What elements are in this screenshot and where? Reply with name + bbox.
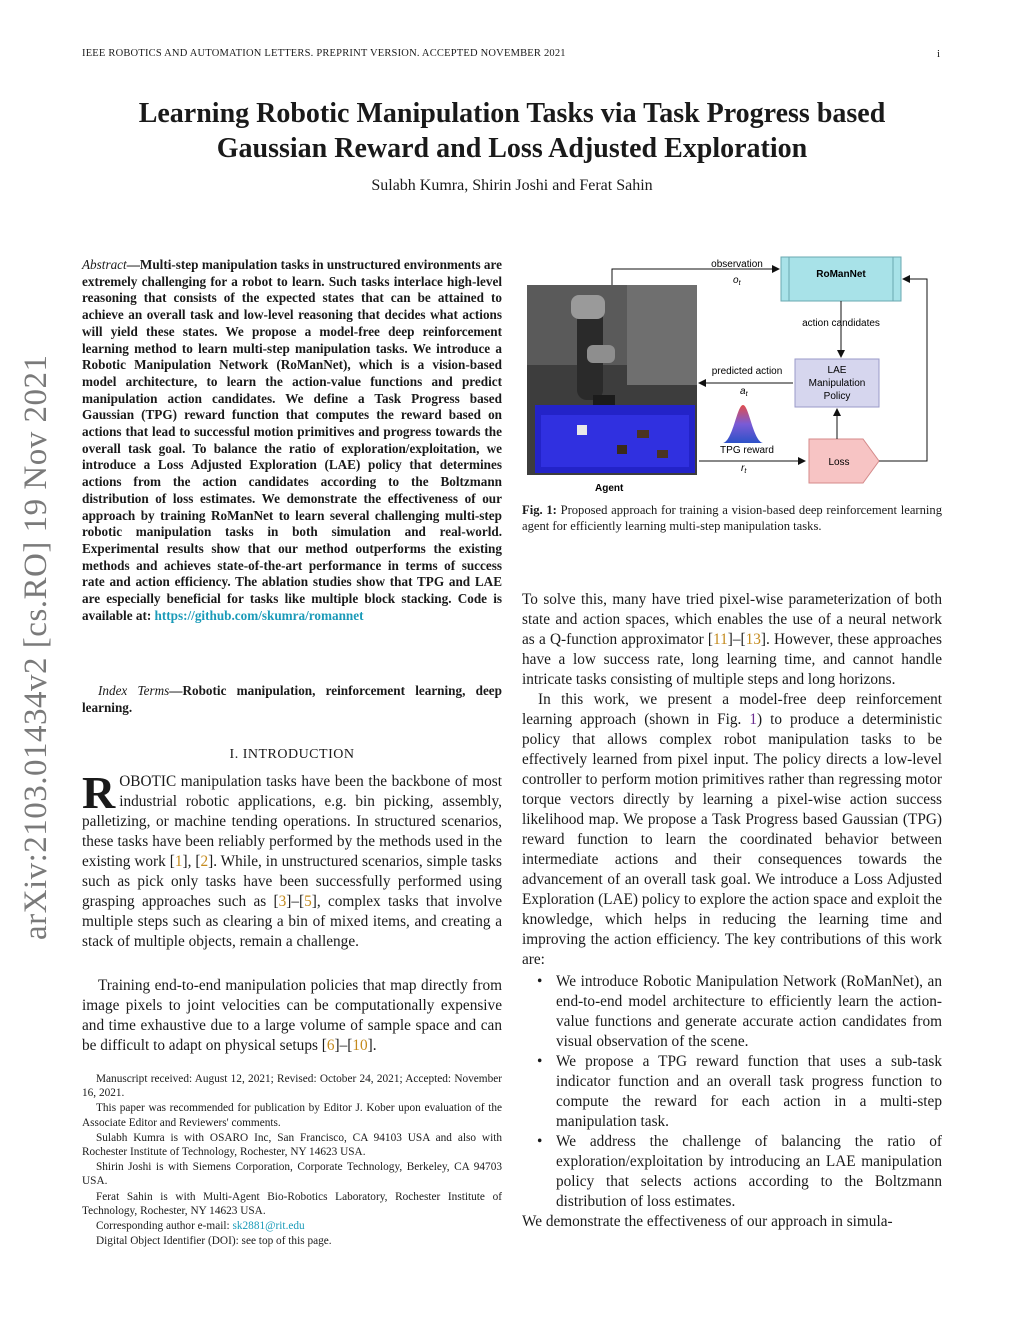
- agent-label: Agent: [595, 483, 624, 494]
- loss-label: Loss: [828, 457, 850, 468]
- intro-text: OBOTIC manipulation tasks have been the backbone of most industrial robotic applications, e.g. bin picking, assembly, palletizing, or machine tending operations. In structured scenarios, these tasks have been reliably performed by the methods used in the existing work [: [82, 773, 502, 870]
- citation-link[interactable]: 3: [278, 893, 287, 910]
- footnotes: [82, 1072, 502, 1249]
- citation-link[interactable]: 10: [352, 1037, 368, 1054]
- footnote: Ferat Sahin is with Multi-Agent Bio-Robotics Laboratory, Rochester Institute of Technology, Rochester, NY 14623 USA.: [82, 1190, 502, 1217]
- intro-text: ]. While, in unstructured scenarios, simple tasks such as pick only tasks have been successfully performed using grasping approaches such as [: [82, 853, 502, 910]
- footnote-text: Corresponding author e-mail:: [96, 1220, 233, 1233]
- intro-paragraph-1: [82, 767, 502, 952]
- list-item-text: We propose a TPG reward function that uses a sub-task indicator function and an overall task progress function to compute the reward for each action in a multi-step manipulation task.: [556, 1053, 942, 1130]
- bullet-point: •: [537, 1133, 543, 1150]
- figure-reference-link[interactable]: 1: [749, 711, 758, 728]
- footnote: This paper was recommended for publication by Editor J. Kober upon evaluation of the Associate Editor and Reviewers' comments.: [82, 1102, 502, 1129]
- list-item: [537, 1052, 942, 1132]
- abstract-text: Multi-step manipulation tasks in unstructured environments are extremely challenging for a robot to learn. Such tasks interlace high-level reasoning that consists of the expected states that can be attained to achieve an overall task and low-level reasoning that decides what actions will yield these states. We propose a model-free deep reinforcement learning method to learn multi-step manipulation tasks. We introduce a Robotic Manipulation Network (RoManNet), which is a vision-based model architecture, to learn the action-value functions and predict manipulation action candidates. We define a Task Progress based Gaussian (TPG) reward function that computes the reward based on actions that lead to successful motion primitives and progress towards the overall task goal. To balance the ratio of exploration/exploitation, we introduce a Loss Adjusted Exploration (LAE) policy that determines actions from the action candidates according to the Boltzmann distribution of loss estimates. We demonstrate the effectiveness of our approach by training RoManNet to learn several challenging multi-step robotic manipulation tasks in both simulation and real-world. Experimental results show that our method outperforms the existing methods and achieves state-of-the-art performance in terms of success rate and action efficiency. The ablation studies show that TPG and LAE are especially beneficial for tasks like multiple block stacking. Code is available at:: [82, 257, 502, 623]
- citation-link[interactable]: 2: [200, 853, 209, 870]
- title-line-2: Gaussian Reward and Loss Adjusted Exploration: [216, 133, 808, 164]
- bullet-point: •: [537, 973, 543, 990]
- body-text: ) to produce a deterministic policy that allows complex robot manipulation tasks to be effectively learned from pixel input. The policy directs a low-level controller to perform motion primitives rather than regressing motor torque vectors directly by learning a pixel-wise action success likelihood map. We propose a Task Progress based Gaussian (TPG) reward function to learn the coordinated behavior between intermediate actions and their consequences towards the advancement of an overall task goal. We introduce a Loss Adjusted Exploration (LAE) policy to explore the action space and exploit the knowledge, which helps in reducing the learning time and improving the action efficiency. The key contributions of this work are:: [522, 711, 942, 968]
- romannet-label: RoManNet: [816, 269, 866, 280]
- footnote: Digital Object Identifier (DOI): see top of this page.: [96, 1235, 332, 1248]
- list-item: [537, 1132, 942, 1212]
- predicted-action-label: predicted action: [711, 366, 783, 377]
- section-heading: I. INTRODUCTION: [229, 747, 355, 762]
- title-line-1: Learning Robotic Manipulation Tasks via Task Progress based: [138, 98, 886, 129]
- caption-label: Fig. 1:: [522, 503, 557, 517]
- page-number: i: [937, 48, 941, 60]
- code-link[interactable]: https://github.com/skumra/romannet: [154, 607, 364, 623]
- citation-link[interactable]: 13: [745, 631, 761, 648]
- agent-photo: [527, 285, 697, 475]
- abstract-label: Abstract: [82, 257, 127, 272]
- email-link[interactable]: sk2881@rit.edu: [232, 1220, 305, 1233]
- drop-cap: R: [82, 767, 116, 818]
- index-terms-label: Index Terms: [98, 683, 170, 698]
- index-terms-dash: —: [169, 683, 183, 698]
- right-paragraph-1: [522, 590, 942, 690]
- body-text: To solve this, many have tried pixel-wise parameterization of both state and action spaces, which enables the use of a neural network as a Q-function approximator [: [522, 591, 942, 648]
- body-text: In this work, we present a model-free deep reinforcement learning approach (shown in Fig.: [522, 691, 942, 728]
- intro-text: ]–[: [286, 893, 305, 910]
- abstract: [82, 257, 502, 624]
- intro-text: ], [: [182, 853, 201, 870]
- list-item-text: We address the challenge of balancing the ratio of exploration/exploitation by introducing an LAE manipulation policy that selects actions according to the Boltzmann distribution of loss estimates.: [556, 1133, 942, 1210]
- intro-paragraph-2: [82, 976, 502, 1056]
- lae-label-2: Manipulation: [808, 378, 866, 389]
- body-text: ]. However, these approaches have a low success rate, long learning time, and cannot handle intricate tasks consisting of multiple steps and long horizons.: [522, 631, 942, 688]
- action-candidates-label: action candidates: [802, 318, 880, 329]
- approach-diagram: [527, 255, 942, 495]
- observation-symbol: $o_t$: [733, 275, 741, 287]
- tpg-reward-label: TPG reward: [720, 445, 774, 456]
- lae-label-1: LAE: [827, 365, 847, 376]
- paper-title: [80, 96, 944, 166]
- body-text: ]–[: [727, 631, 746, 648]
- citation-link[interactable]: 5: [304, 893, 312, 910]
- footnote: Manuscript received: August 12, 2021; Revised: October 24, 2021; Accepted: November 16, 2021.: [82, 1073, 502, 1100]
- figure-caption: [522, 502, 942, 534]
- intro-text: ], complex tasks that involve multiple steps such as clearing a bin of mixed items, and creating a stack of multiple objects, remain a challenge.: [82, 893, 502, 950]
- footnote: Sulabh Kumra is with OSARO Inc, San Francisco, CA 94103 USA and also with Rochester Institute of Technology, Rochester, NY 14623 USA.: [82, 1131, 502, 1159]
- intro-text: ].: [367, 1037, 377, 1054]
- observation-label: observation: [711, 259, 763, 270]
- right-paragraph-2: [522, 690, 942, 970]
- citation-link[interactable]: 11: [713, 631, 728, 648]
- figure-1: [527, 255, 942, 495]
- list-item-text: We introduce Robotic Manipulation Network (RoManNet), an end-to-end model architecture to efficiently learn the action-value functions and generate accurate action candidates from visual observation of the scene.: [556, 973, 942, 1050]
- footnote: Shirin Joshi is with Siemens Corporation, Corporate Technology, Berkeley, CA 94703 USA.: [82, 1161, 502, 1188]
- citation-link[interactable]: 1: [174, 853, 183, 870]
- caption-text: Proposed approach for training a vision-based deep reinforcement learning agent for efficiently learning multi-step manipulation tasks.: [522, 503, 943, 533]
- citation-link[interactable]: 6: [326, 1037, 335, 1054]
- predicted-action-symbol: $a_t$: [740, 386, 748, 398]
- running-header: IEEE ROBOTICS AND AUTOMATION LETTERS. PREPRINT VERSION. ACCEPTED NOVEMBER 2021: [82, 48, 566, 59]
- gaussian-icon: [723, 405, 763, 443]
- intro-text: Training end-to-end manipulation policies that map directly from image pixels to joint velocities can be computationally expensive and time exhaustive due to a large volume of sample space and can be difficult to adapt on physical setups [: [82, 977, 502, 1054]
- abstract-dash: —: [126, 257, 140, 272]
- contributions-list: [522, 972, 942, 1212]
- right-last-line: We demonstrate the effectiveness of our approach in simula-: [522, 1213, 893, 1230]
- right-column-text: [522, 590, 942, 1232]
- arxiv-stamp: arXiv:2103.01434v2 [cs.RO] 19 Nov 2021: [18, 354, 54, 940]
- tpg-reward-symbol: $r_t$: [741, 463, 747, 475]
- bullet-point: •: [537, 1053, 543, 1070]
- intro-text: ]–[: [334, 1037, 353, 1054]
- author-list: Sulabh Kumra, Shirin Joshi and Ferat Sahin: [371, 177, 653, 194]
- index-terms: [82, 683, 502, 716]
- list-item: [537, 972, 942, 1052]
- index-terms-text: Robotic manipulation, reinforcement learning, deep learning.: [82, 683, 502, 715]
- lae-label-3: Policy: [823, 391, 851, 402]
- footnote: [82, 1219, 502, 1233]
